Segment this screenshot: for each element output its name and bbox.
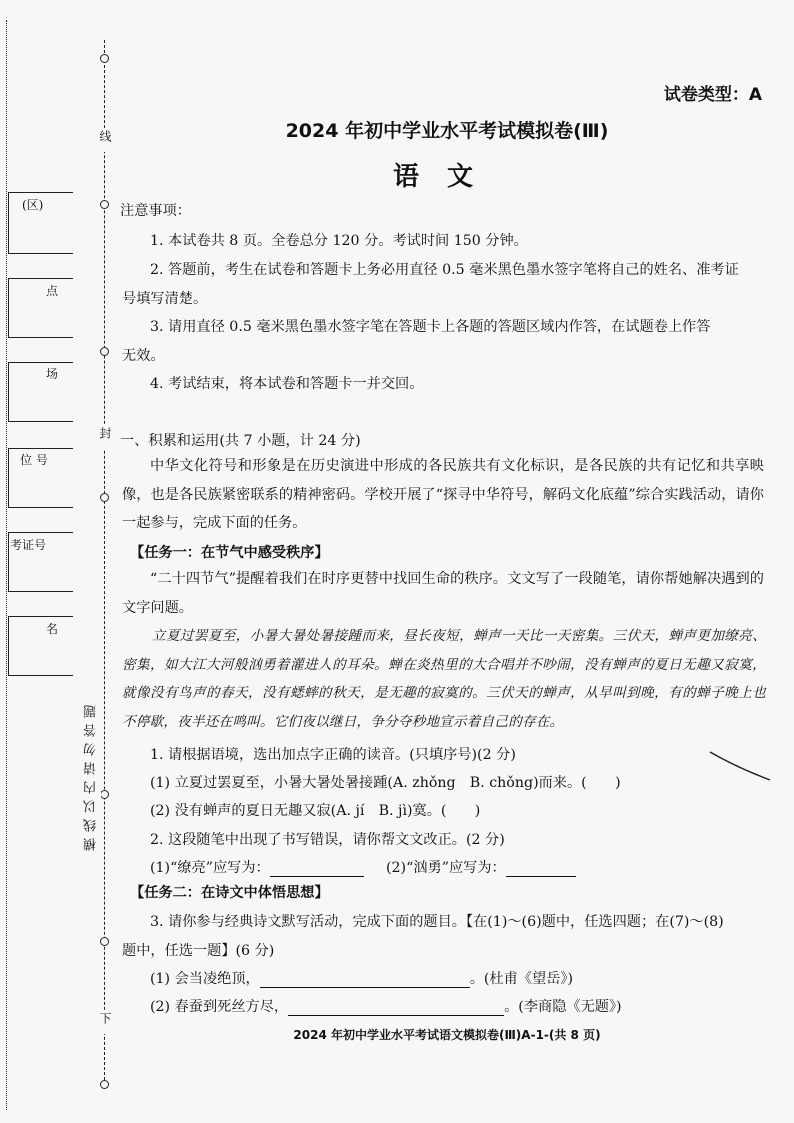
seal-char-down: 下: [98, 1012, 112, 1032]
answer-blank[interactable]: [260, 973, 470, 988]
notice-item: 2. 答题前，考生在试卷和答题卡上务必用直径 0.5 毫米黑色墨水签字笔将自己的姓名、准考证: [150, 262, 739, 278]
subject-title: 语文: [392, 162, 501, 192]
outer-dash-line: [6, 20, 7, 1110]
no-answer-warning: 横线以内请勿答题: [82, 696, 101, 854]
binding-hole: [100, 200, 109, 209]
answer-blank[interactable]: [506, 862, 576, 877]
answer-blank[interactable]: [270, 862, 364, 877]
seat-number-label: 位 号: [20, 453, 48, 467]
question-2-1: [150, 857, 364, 877]
page-footer: 2024 年初中学业水平考试语文模拟卷(Ⅲ)A-1-(共 8 页): [293, 1028, 601, 1042]
question-3-line1: 3. 请你参与经典诗文默写活动，完成下面的题目。【在(1)～(6)题中，任选四题；在(7)～(8): [150, 914, 724, 930]
binding-hole: [100, 54, 109, 63]
notice-item: 4. 考试结束，将本试卷和答题卡一并交回。: [150, 376, 424, 392]
question-2-1-text: (1)“缭亮”应写为：: [150, 860, 270, 876]
seal-char-line: 线: [98, 130, 112, 150]
question-1-2: (2) 没有蝉声的夏日无趣又寂(A. jí B. jì)寞。( ): [150, 803, 481, 819]
seal-char-seal: 封: [98, 427, 112, 447]
pen-stroke-mark: [708, 746, 778, 786]
question-2-2-text: (2)“汹勇”应写为：: [386, 860, 506, 876]
name-box: [8, 616, 73, 676]
question-3-1-text: (1) 会当凌绝顶，: [150, 971, 260, 987]
seal-line: [104, 40, 105, 1080]
task1-intro: “二十四节气”提醒着我们在时序更替中找回生命的秩序。文文写了一段随笔，请你帮她解决遇到的文字问题。: [122, 571, 764, 616]
question-1-1: (1) 立夏过罢夏至，小暑大暑处暑接踵(A. zhǒng B. chǒng)而来。( ): [150, 775, 621, 791]
question-3-1-source: 。(杜甫《望岳》): [469, 971, 574, 987]
notice-heading: 注意事项：: [120, 203, 191, 219]
notice-item: 号填写清楚。: [122, 291, 208, 307]
section-intro: 中华文化符号和形象是在历史演进中形成的各民族共有文化标识，是各民族的共有记忆和共享映像，也是各民族紧密联系的精神密码。学校开展了“探寻中华符号，解码文化底蕴”综合实践活动，请你一起参与，完成下面的任务。: [122, 458, 764, 531]
exam-point-box: [8, 278, 73, 338]
paper-type: 试卷类型：A: [663, 85, 762, 105]
binding-hole: [100, 937, 109, 946]
exam-point-label: 点: [46, 284, 59, 298]
binding-hole: [100, 347, 109, 356]
question-3-line2: 题中，任选一题】(6 分): [122, 943, 275, 959]
question-2-2: [386, 857, 576, 877]
question-3-2-text: (2) 春蚕到死丝方尽，: [150, 999, 289, 1015]
notice-item: 1. 本试卷共 8 页。全卷总分 120 分。考试时间 150 分钟。: [150, 233, 528, 249]
name-label: 名: [46, 622, 59, 636]
task2-heading: 【任务二：在诗文中体悟思想】: [130, 885, 329, 901]
binding-hole: [100, 790, 109, 799]
notice-item: 3. 请用直径 0.5 毫米黑色墨水签字笔在答题卡上各题的答题区域内作答，在试题卷上作答: [150, 319, 711, 335]
admission-number-label: 考证号: [10, 538, 47, 552]
binding-hole: [100, 1080, 109, 1089]
question-3-2-source: 。(李商隐《无题》): [504, 999, 622, 1015]
answer-blank[interactable]: [288, 1001, 504, 1016]
notice-item: 无效。: [122, 348, 165, 364]
exam-room-label: 场: [46, 367, 59, 381]
question-1: 1. 请根据语境，选出加点字正确的读音。(只填序号)(2 分): [150, 747, 516, 763]
section-heading: 一、积累和运用(共 7 小题，计 24 分): [120, 433, 361, 449]
question-2: 2. 这段随笔中出现了书写错误，请你帮文文改正。(2 分): [150, 832, 505, 848]
exam-title: 2024 年初中学业水平考试模拟卷(Ⅲ): [285, 120, 609, 142]
binding-hole: [100, 493, 109, 502]
question-3-2: [150, 996, 622, 1016]
essay-passage: 立夏过罢夏至，小暑大暑处暑接踵而来，昼长夜短，蝉声一天比一天密集。三伏天，蝉声更加缭亮、密集，如大江大河般汹勇着灌进人的耳朵。蝉在炎热里的大合唱并不吵闹，没有蝉声的夏日无趣又寂寞，就像没有鸟声的春天，没有蟋蟀的秋天，是无趣的寂寞的。三伏天的蝉声，从早叫到晚，有的蝉子晚上也不停歇，夜半还在鸣叫。它们夜以继日，争分夺秒地宣示着自己的存在。: [122, 628, 766, 730]
question-3-1: [150, 968, 573, 988]
region-label: (区): [22, 198, 44, 212]
task1-heading: 【任务一：在节气中感受秩序】: [130, 545, 329, 561]
exam-room-box: [8, 362, 73, 422]
